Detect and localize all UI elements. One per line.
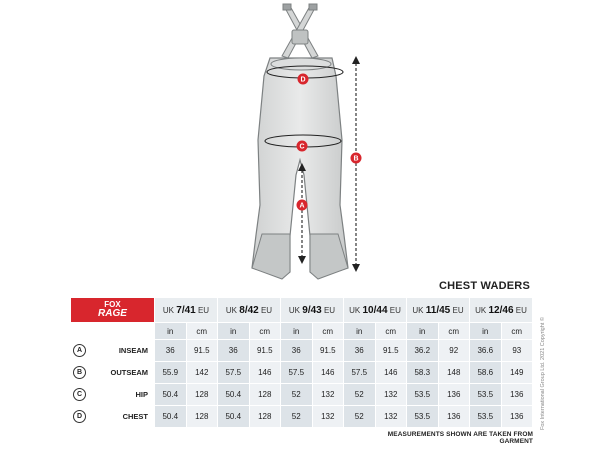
chart-title: CHEST WADERS [438, 280, 530, 292]
size-header: UK 10/44 EU [344, 298, 407, 323]
value-cell: 136 [438, 406, 470, 428]
marker-d [298, 74, 309, 85]
value-cell: 50.4 [155, 384, 187, 406]
copyright-text: Fox International Group Ltd. 2021 Copyright © [540, 317, 546, 430]
row-label [71, 384, 155, 406]
value-cell: 52 [281, 384, 313, 406]
value-cell: 57.5 [218, 362, 250, 384]
value-cell: 53.5 [407, 384, 439, 406]
value-cell: 52 [281, 406, 313, 428]
value-cell: 36 [155, 340, 187, 362]
unit-cell: cm [375, 323, 407, 340]
svg-text:D: D [300, 76, 306, 84]
marker-circle-icon: C [73, 388, 86, 401]
marker-b [351, 153, 362, 164]
value-cell: 146 [312, 362, 344, 384]
table-row [71, 384, 533, 406]
value-cell: 136 [438, 384, 470, 406]
row-label-text: INSEAM [118, 346, 148, 355]
unit-cell: cm [438, 323, 470, 340]
value-cell: 148 [438, 362, 470, 384]
value-cell: 93 [501, 340, 533, 362]
value-cell: 132 [375, 406, 407, 428]
svg-text:A: A [299, 202, 305, 210]
value-cell: 36 [281, 340, 313, 362]
marker-circle-icon: B [73, 366, 86, 379]
units-row [71, 323, 533, 340]
value-cell: 36 [218, 340, 250, 362]
value-cell: 91.5 [375, 340, 407, 362]
row-label [71, 406, 155, 428]
fox-rage-logo: FOX RAGE [71, 298, 155, 323]
row-label [71, 362, 155, 384]
size-header: UK 8/42 EU [218, 298, 281, 323]
suspender-straps [282, 4, 318, 58]
value-cell: 53.5 [470, 384, 502, 406]
value-cell: 132 [312, 406, 344, 428]
value-cell: 149 [501, 362, 533, 384]
value-cell: 128 [249, 384, 281, 406]
unit-cell: in [344, 323, 376, 340]
value-cell: 50.4 [218, 406, 250, 428]
value-cell: 132 [312, 384, 344, 406]
value-cell: 91.5 [186, 340, 218, 362]
value-cell: 128 [186, 406, 218, 428]
row-label [71, 340, 155, 362]
unit-cell: cm [312, 323, 344, 340]
value-cell: 52 [344, 406, 376, 428]
value-cell: 36.2 [407, 340, 439, 362]
value-cell: 52 [344, 384, 376, 406]
marker-a [297, 200, 308, 211]
value-cell: 136 [501, 384, 533, 406]
value-cell: 91.5 [312, 340, 344, 362]
table-row [71, 362, 533, 384]
row-label-text: HIP [135, 390, 148, 399]
size-header: UK 12/46 EU [470, 298, 533, 323]
measurement-rows [71, 340, 533, 428]
size-header-row [71, 298, 533, 323]
svg-text:B: B [353, 155, 359, 163]
value-cell: 142 [186, 362, 218, 384]
value-cell: 57.5 [281, 362, 313, 384]
marker-c [297, 141, 308, 152]
table-row [71, 406, 533, 428]
value-cell: 58.3 [407, 362, 439, 384]
row-label-text: CHEST [122, 412, 148, 421]
unit-cell: in [218, 323, 250, 340]
size-header: UK 9/43 EU [281, 298, 344, 323]
value-cell: 92 [438, 340, 470, 362]
row-label-text: OUTSEAM [110, 368, 148, 377]
size-header: UK 11/45 EU [407, 298, 470, 323]
table-row [71, 340, 533, 362]
unit-cell: in [281, 323, 313, 340]
unit-cell: in [407, 323, 439, 340]
unit-cell: cm [186, 323, 218, 340]
value-cell: 146 [249, 362, 281, 384]
value-cell: 57.5 [344, 362, 376, 384]
units-blank [71, 323, 155, 340]
value-cell: 50.4 [218, 384, 250, 406]
svg-text:C: C [299, 143, 305, 151]
value-cell: 50.4 [155, 406, 187, 428]
unit-cell: cm [501, 323, 533, 340]
value-cell: 36 [344, 340, 376, 362]
value-cell: 53.5 [470, 406, 502, 428]
value-cell: 58.6 [470, 362, 502, 384]
value-cell: 128 [249, 406, 281, 428]
unit-cell: in [155, 323, 187, 340]
marker-circle-icon: A [73, 344, 86, 357]
value-cell: 36.6 [470, 340, 502, 362]
value-cell: 146 [375, 362, 407, 384]
value-cell: 53.5 [407, 406, 439, 428]
value-cell: 91.5 [249, 340, 281, 362]
value-cell: 136 [501, 406, 533, 428]
marker-circle-icon: D [73, 410, 86, 423]
value-cell: 128 [186, 384, 218, 406]
value-cell: 55.9 [155, 362, 187, 384]
copyright [540, 300, 552, 430]
size-table [70, 297, 533, 428]
unit-cell: cm [249, 323, 281, 340]
value-cell: 132 [375, 384, 407, 406]
footnote: MEASUREMENTS SHOWN ARE TAKEN FROM GARMENT [387, 431, 533, 445]
size-header: UK 7/41 EU [155, 298, 218, 323]
unit-cell: in [470, 323, 502, 340]
